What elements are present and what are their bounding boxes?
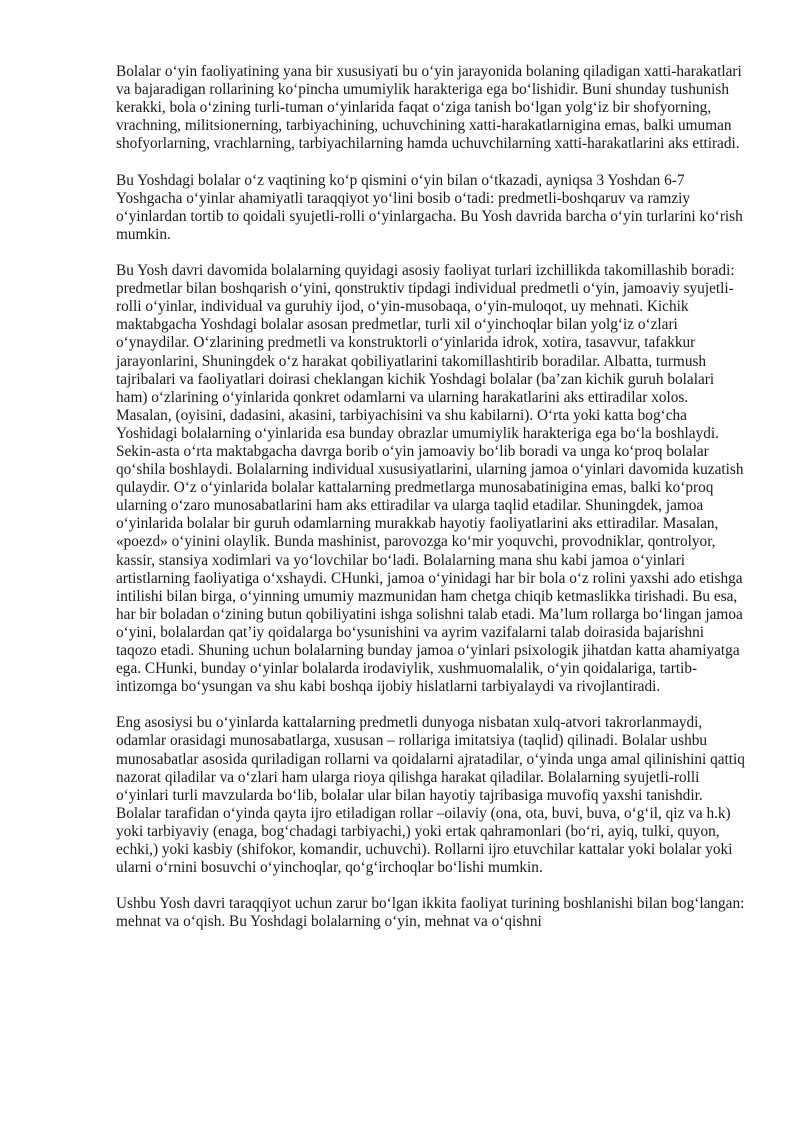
paragraph-1: Bolalar o‘yin faoliyatining yana bir xususiyati bu o‘yin jarayonida bolaning qiladigan xatti-harakatlari va bajaradigan rollarining ko‘pincha umumiylik harakteriga ega bo‘lishidir. Buni shunday tushunish kerakki, bola o‘zining turli-tuman o‘yinlarida faqat o‘ziga tanish bo‘lgan yolg‘iz bir shofyorning, vrachning, militsionerning, tarbiyachining, uchuvchining xatti-harakatlarnigina emas, balki umuman shofyorlarning, vrachlarning, tarbiyachilarning hamda uchuvchilarning xatti-harakatlarini aks ettiradi. xyxy=(116,63,742,153)
paragraph-2: Bu Yoshdagi bolalar o‘z vaqtining ko‘p qismini o‘yin bilan o‘tkazadi, ayniqsa 3 Yoshdan 6-7 Yoshgacha o‘yinlar ahamiyatli taraqqiyot yo‘lini bosib o‘tadi: predmetli-boshqaruv va ramziy o‘yinlardan tortib to qoidali syujetli-rolli o‘yinlargacha. Bu Yosh davrida barcha o‘yin turlarini ko‘rish mumkin. xyxy=(116,171,743,243)
paragraph-5: Ushbu Yosh davri taraqqiyot uchun zarur bo‘lgan ikkita faoliyat turining boshlanishi bilan bog‘langan: mehnat va o‘qish. Bu Yoshdagi bolalarning o‘yin, mehnat va o‘qishni xyxy=(116,895,745,931)
paragraph-4: Eng asosiysi bu o‘yinlarda kattalarning predmetli dunyoga nisbatan xulq-atvori takrorlanmaydi, odamlar orasidagi munosabatlarga, xususan – rollariga imitatsiya (taqlid) qilinadi. Bolalar ushbu munosabatlar asosida quriladigan rollarni va qoidalarni ajratadilar, o‘yinda unga amal qilinishini qattiq nazorat qiladilar va o‘zlari ham ularga rioya qilishga harakat qiladilar. Bolalarning syujetli-rolli o‘yinlari turli mavzularda bo‘lib, bolalar ular bilan hayotiy tajribasiga muvofiq yaxshi tanishdir. Bolalar tarafidan o‘yinda qayta ijro etiladigan rollar –oilaviy (ona, ota, buvi, buva, o‘g‘il, qiz va h.k) yoki tarbiyaviy (enaga, bog‘chadagi tarbiyachi,) yoki ertak qahramonlari (bo‘ri, ayiq, tulki, quyon, echki,) yoki kasbiy (shifokor, komandir, uchuvchi). Rollarni ijro etuvchilar kattalar yoki bolalar yoki ularni o‘rnini bosuvchi o‘yinchoqlar, qo‘g‘irchoqlar bo‘lishi mumkin. xyxy=(116,714,745,877)
paragraph-3: Bu Yosh davri davomida bolalarning quyidagi asosiy faoliyat turlari izchillikda takomillashib boradi: predmetlar bilan boshqarish o‘yini, qonstruktiv tipdagi individual predmetli o‘yin, jamoaviy syujetli-rolli o‘yinlar, individual va guruhiy ijod, o‘yin-musobaqa, o‘yin-muloqot, uy mehnati. Kichik maktabgacha Yoshdagi bolalar asosan predmetlar, turli xil o‘yinchoqlar bilan yolg‘iz o‘zlari o‘ynaydilar. O‘zlarining predmetli va konstruktorli o‘yinlarida idrok, xotira, tasavvur, tafakkur jarayonlarini, Shuningdek o‘z harakat qobiliyatlarini takomillashtirib boradilar. Albatta, turmush tajribalari va faoliyatlari doirasi cheklangan kichik Yoshdagi bolalar (ba’zan kichik guruh bolalari ham) o‘zlarining o‘yinlarida qonkret odamlarni va ularning harakatlarini aks ettiradilar xolos. Masalan, (oyisini, dadasini, akasini, tarbiyachisini va shu kabilarni). O‘rta yoki katta bog‘cha Yoshidagi bolalarning o‘yinlarida esa bunday obrazlar umumiylik harakteriga ega bo‘la boshlaydi. Sekin-asta o‘rta maktabgacha davrga borib o‘yin jamoaviy bo‘lib boradi va unga ko‘proq bolalar qo‘shila boshlaydi. Bolalarning individual xususiyatlarini, ularning jamoa o‘yinlari davomida kuzatish qulaydir. O‘z o‘yinlarida bolalar kattalarning predmetlarga munosabatinigina emas, balki ko‘proq ularning o‘zaro munosabatlarini ham aks ettiradilar va ularga taqlid etadilar. Shuningdek, jamoa o‘yinlarida bolalar bir guruh odamlarning murakkab hayotiy faoliyatlarini aks ettiradilar. Masalan, «poezd» o‘yinini olaylik. Bunda mashinist, parovozga ko‘mir yoquvchi, provodniklar, qontrolyor, kassir, stansiya xodimlari va yo‘lovchilar bo‘ladi. Bolalarning mana shu kabi jamoa o‘yinlari artistlarning faoliyatiga o‘xshaydi. CHunki, jamoa o‘yinidagi har bir bola o‘z rolini yaxshi ado etishga intilishi bilan birga, o‘yinning umumiy mazmunidan ham chetga chiqib ketmaslikka tirishadi. Bu esa, har bir boladan o‘zining butun qobiliyatini ishga solishni talab etadi. Ma’lum rollarga bo‘lingan jamoa o‘yini, bolalardan qat’iy qoidalarga bo‘ysunishini va ayrim vazifalarni talab doirasida bajarishni taqozo etadi. Shuning uchun bolalarning bunday jamoa o‘yinlari psixologik jihatdan katta ahamiyatga ega. CHunki, bunday o‘yinlar bolalarda irodaviylik, xushmuomalalik, o‘yin qoidalariga, tartib-intizomga bo‘ysungan va shu kabi boshqa ijobiy hislatlarni tarbiyalaydi va rivojlantiradi. xyxy=(116,262,744,696)
document-page xyxy=(116,63,746,932)
